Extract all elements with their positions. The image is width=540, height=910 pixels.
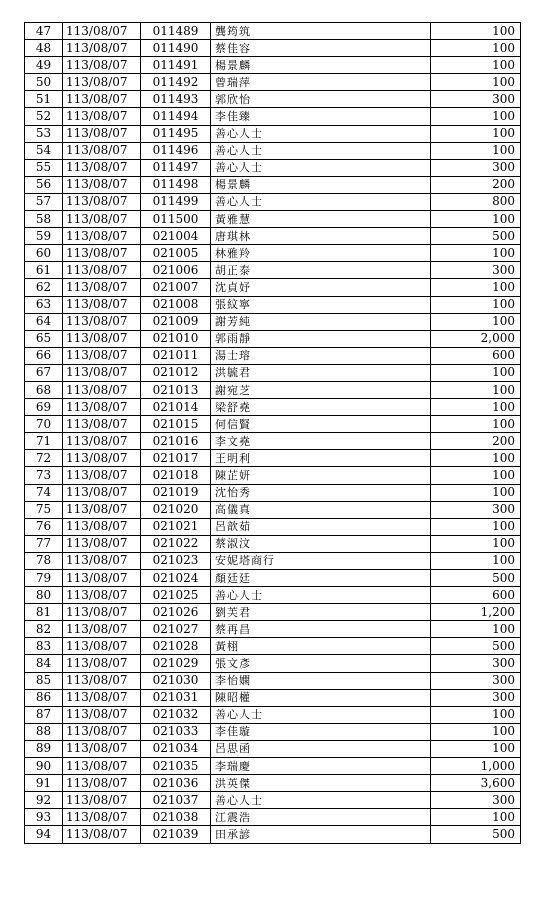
donor-name: 楊景麟 [211,57,431,74]
donation-amount: 100 [431,399,521,416]
donor-name: 呂思函 [211,740,431,757]
table-row [25,570,521,587]
donation-amount: 100 [431,125,521,142]
donor-name: 李佳臻 [211,108,431,125]
row-number: 51 [25,91,63,108]
donation-amount: 300 [431,262,521,279]
receipt-number: 021009 [141,313,211,330]
table-row [25,655,521,672]
donation-date: 113/08/07 [63,211,141,228]
donor-name: 蔡佳容 [211,40,431,57]
donation-amount: 500 [431,228,521,245]
donation-date: 113/08/07 [63,740,141,757]
table-row [25,347,521,364]
row-number: 76 [25,518,63,535]
row-number: 49 [25,57,63,74]
receipt-number: 021010 [141,330,211,347]
row-number: 70 [25,416,63,433]
receipt-number: 011499 [141,193,211,210]
row-number: 64 [25,313,63,330]
row-number: 69 [25,399,63,416]
table-row [25,621,521,638]
receipt-number: 011498 [141,176,211,193]
donor-name: 高儀真 [211,501,431,518]
donation-date: 113/08/07 [63,176,141,193]
row-number: 48 [25,40,63,57]
donation-amount: 100 [431,809,521,826]
row-number: 65 [25,330,63,347]
donor-name: 洪毓君 [211,364,431,381]
donor-name: 蔡淑汶 [211,535,431,552]
receipt-number: 021004 [141,228,211,245]
row-number: 50 [25,74,63,91]
receipt-number: 021039 [141,826,211,843]
donation-date: 113/08/07 [63,57,141,74]
table-row [25,552,521,569]
donor-name: 善心人士 [211,792,431,809]
row-number: 85 [25,672,63,689]
receipt-number: 021028 [141,638,211,655]
donation-date: 113/08/07 [63,108,141,125]
donation-date: 113/08/07 [63,91,141,108]
donation-date: 113/08/07 [63,809,141,826]
receipt-number: 021026 [141,604,211,621]
row-number: 84 [25,655,63,672]
receipt-number: 021024 [141,570,211,587]
donor-name: 曾瑞萍 [211,74,431,91]
donor-name: 胡正泰 [211,262,431,279]
donor-name: 陳昭權 [211,689,431,706]
row-number: 56 [25,176,63,193]
donation-amount: 100 [431,313,521,330]
donation-amount: 100 [431,450,521,467]
donor-name: 劉芙君 [211,604,431,621]
row-number: 57 [25,193,63,210]
receipt-number: 021006 [141,262,211,279]
receipt-number: 011497 [141,159,211,176]
donation-amount: 100 [431,108,521,125]
receipt-number: 011496 [141,142,211,159]
donor-name: 黃雅慧 [211,211,431,228]
receipt-number: 021030 [141,672,211,689]
table-row [25,758,521,775]
table-row [25,245,521,262]
donor-name: 湯士瑢 [211,347,431,364]
receipt-number: 021034 [141,740,211,757]
row-number: 74 [25,484,63,501]
receipt-number: 021023 [141,552,211,569]
donation-date: 113/08/07 [63,775,141,792]
donation-date: 113/08/07 [63,655,141,672]
row-number: 61 [25,262,63,279]
donation-date: 113/08/07 [63,518,141,535]
donation-amount: 300 [431,501,521,518]
table-row [25,176,521,193]
receipt-number: 021031 [141,689,211,706]
receipt-number: 021012 [141,364,211,381]
donation-date: 113/08/07 [63,193,141,210]
table-row [25,193,521,210]
donation-amount: 300 [431,91,521,108]
receipt-number: 021029 [141,655,211,672]
donation-date: 113/08/07 [63,792,141,809]
donation-date: 113/08/07 [63,347,141,364]
row-number: 83 [25,638,63,655]
donation-amount: 100 [431,279,521,296]
receipt-number: 021022 [141,535,211,552]
donation-date: 113/08/07 [63,245,141,262]
donation-amount: 300 [431,689,521,706]
table-row [25,40,521,57]
receipt-number: 011495 [141,125,211,142]
donor-name: 善心人士 [211,159,431,176]
donation-amount: 100 [431,364,521,381]
row-number: 88 [25,723,63,740]
receipt-number: 021008 [141,296,211,313]
table-row [25,826,521,843]
donation-date: 113/08/07 [63,381,141,398]
table-row [25,450,521,467]
row-number: 71 [25,433,63,450]
table-row [25,330,521,347]
row-number: 63 [25,296,63,313]
donor-name: 何信賢 [211,416,431,433]
row-number: 47 [25,23,63,40]
table-row [25,809,521,826]
table-row [25,296,521,313]
donation-date: 113/08/07 [63,74,141,91]
donation-amount: 300 [431,655,521,672]
donation-date: 113/08/07 [63,399,141,416]
table-row [25,467,521,484]
donation-amount: 600 [431,347,521,364]
donor-name: 張文彥 [211,655,431,672]
row-number: 66 [25,347,63,364]
donor-name: 顏廷廷 [211,570,431,587]
donation-amount: 100 [431,467,521,484]
donation-amount: 300 [431,792,521,809]
donation-date: 113/08/07 [63,758,141,775]
table-row [25,399,521,416]
donation-date: 113/08/07 [63,689,141,706]
receipt-number: 021013 [141,381,211,398]
donation-date: 113/08/07 [63,450,141,467]
donor-name: 安妮塔商行 [211,552,431,569]
row-number: 87 [25,706,63,723]
donation-date: 113/08/07 [63,638,141,655]
row-number: 62 [25,279,63,296]
donation-amount: 500 [431,826,521,843]
row-number: 55 [25,159,63,176]
donor-name: 沈貞妤 [211,279,431,296]
donation-amount: 200 [431,176,521,193]
donation-date: 113/08/07 [63,672,141,689]
donor-name: 王明利 [211,450,431,467]
donation-date: 113/08/07 [63,621,141,638]
table-row [25,262,521,279]
donation-amount: 100 [431,296,521,313]
table-row [25,706,521,723]
donor-name: 善心人士 [211,193,431,210]
donation-date: 113/08/07 [63,364,141,381]
donor-name: 梁舒堯 [211,399,431,416]
receipt-number: 021017 [141,450,211,467]
row-number: 52 [25,108,63,125]
receipt-number: 021036 [141,775,211,792]
donation-date: 113/08/07 [63,142,141,159]
receipt-number: 021027 [141,621,211,638]
table-row [25,604,521,621]
donor-name: 李怡嫻 [211,672,431,689]
receipt-number: 011491 [141,57,211,74]
table-row [25,381,521,398]
table-row [25,313,521,330]
donation-date: 113/08/07 [63,416,141,433]
table-row [25,364,521,381]
donation-date: 113/08/07 [63,706,141,723]
row-number: 79 [25,570,63,587]
row-number: 58 [25,211,63,228]
donation-date: 113/08/07 [63,296,141,313]
row-number: 78 [25,552,63,569]
donation-date: 113/08/07 [63,570,141,587]
donation-amount: 100 [431,723,521,740]
donation-amount: 100 [431,706,521,723]
table-row [25,125,521,142]
donation-date: 113/08/07 [63,313,141,330]
donation-date: 113/08/07 [63,125,141,142]
donation-date: 113/08/07 [63,467,141,484]
table-row [25,689,521,706]
donation-amount: 100 [431,535,521,552]
table-row [25,57,521,74]
donation-amount: 200 [431,433,521,450]
table-row [25,228,521,245]
receipt-number: 021016 [141,433,211,450]
donor-name: 黃栩 [211,638,431,655]
table-row [25,518,521,535]
donor-name: 謝芳純 [211,313,431,330]
receipt-number: 011489 [141,23,211,40]
receipt-number: 021037 [141,792,211,809]
row-number: 82 [25,621,63,638]
donation-date: 113/08/07 [63,826,141,843]
row-number: 53 [25,125,63,142]
row-number: 72 [25,450,63,467]
donation-date: 113/08/07 [63,433,141,450]
donation-amount: 100 [431,484,521,501]
donation-amount: 500 [431,638,521,655]
table-row [25,587,521,604]
receipt-number: 021018 [141,467,211,484]
row-number: 77 [25,535,63,552]
table-row [25,211,521,228]
table-row [25,159,521,176]
table-row [25,484,521,501]
donation-date: 113/08/07 [63,279,141,296]
donation-amount: 600 [431,587,521,604]
donor-name: 林雅羚 [211,245,431,262]
donation-amount: 100 [431,211,521,228]
donation-amount: 100 [431,621,521,638]
donation-amount: 100 [431,740,521,757]
donation-amount: 300 [431,159,521,176]
donation-amount: 100 [431,518,521,535]
donation-amount: 1,200 [431,604,521,621]
receipt-number: 021011 [141,347,211,364]
donor-name: 田承諺 [211,826,431,843]
row-number: 93 [25,809,63,826]
donor-name: 謝宛芝 [211,381,431,398]
donor-name: 呂歆茹 [211,518,431,535]
row-number: 80 [25,587,63,604]
donation-amount: 2,000 [431,330,521,347]
donation-amount: 1,000 [431,758,521,775]
table-row [25,740,521,757]
receipt-number: 021015 [141,416,211,433]
donor-name: 蔡再昌 [211,621,431,638]
donation-rows [25,23,521,844]
donor-name: 唐琪林 [211,228,431,245]
donation-date: 113/08/07 [63,262,141,279]
donation-amount: 100 [431,245,521,262]
donor-name: 善心人士 [211,125,431,142]
donation-date: 113/08/07 [63,501,141,518]
row-number: 75 [25,501,63,518]
donation-amount: 100 [431,23,521,40]
donation-date: 113/08/07 [63,228,141,245]
donor-name: 沈怡秀 [211,484,431,501]
donor-name: 楊景麟 [211,176,431,193]
donor-name: 郭欣怡 [211,91,431,108]
donor-name: 陳芷妍 [211,467,431,484]
table-row [25,23,521,40]
row-number: 68 [25,381,63,398]
donor-name: 李佳璇 [211,723,431,740]
receipt-number: 021020 [141,501,211,518]
donation-amount: 100 [431,416,521,433]
table-row [25,535,521,552]
row-number: 86 [25,689,63,706]
donor-name: 李瑞慶 [211,758,431,775]
row-number: 67 [25,364,63,381]
row-number: 59 [25,228,63,245]
table-row [25,792,521,809]
row-number: 60 [25,245,63,262]
table-row [25,638,521,655]
table-row [25,433,521,450]
donation-amount: 300 [431,672,521,689]
donor-name: 郭雨靜 [211,330,431,347]
receipt-number: 021038 [141,809,211,826]
table-row [25,91,521,108]
table-row [25,723,521,740]
donation-date: 113/08/07 [63,40,141,57]
table-row [25,108,521,125]
donation-date: 113/08/07 [63,587,141,604]
donation-date: 113/08/07 [63,484,141,501]
donation-amount: 100 [431,142,521,159]
donor-name: 江震浩 [211,809,431,826]
donor-name: 洪英傑 [211,775,431,792]
receipt-number: 021021 [141,518,211,535]
donor-name: 張紋寧 [211,296,431,313]
row-number: 94 [25,826,63,843]
receipt-number: 011500 [141,211,211,228]
row-number: 90 [25,758,63,775]
receipt-number: 021033 [141,723,211,740]
donation-date: 113/08/07 [63,535,141,552]
donation-table [24,22,521,844]
donor-name: 龔筠筑 [211,23,431,40]
row-number: 73 [25,467,63,484]
table-row [25,416,521,433]
receipt-number: 021035 [141,758,211,775]
donor-name: 李文堯 [211,433,431,450]
receipt-number: 011490 [141,40,211,57]
donation-date: 113/08/07 [63,604,141,621]
donation-amount: 100 [431,57,521,74]
donor-name: 善心人士 [211,142,431,159]
receipt-number: 011493 [141,91,211,108]
row-number: 81 [25,604,63,621]
donation-amount: 3,600 [431,775,521,792]
receipt-number: 021025 [141,587,211,604]
donation-amount: 500 [431,570,521,587]
receipt-number: 021032 [141,706,211,723]
row-number: 54 [25,142,63,159]
table-row [25,672,521,689]
table-row [25,142,521,159]
donation-amount: 800 [431,193,521,210]
donation-date: 113/08/07 [63,723,141,740]
donation-date: 113/08/07 [63,159,141,176]
row-number: 89 [25,740,63,757]
donor-name: 善心人士 [211,706,431,723]
table-row [25,775,521,792]
row-number: 91 [25,775,63,792]
row-number: 92 [25,792,63,809]
receipt-number: 021014 [141,399,211,416]
donation-date: 113/08/07 [63,552,141,569]
receipt-number: 011494 [141,108,211,125]
table-row [25,74,521,91]
table-row [25,501,521,518]
donation-amount: 100 [431,74,521,91]
donation-amount: 100 [431,552,521,569]
donation-date: 113/08/07 [63,330,141,347]
donor-name: 善心人士 [211,587,431,604]
table-row [25,279,521,296]
receipt-number: 021007 [141,279,211,296]
receipt-number: 021019 [141,484,211,501]
donation-amount: 100 [431,381,521,398]
donation-amount: 100 [431,40,521,57]
receipt-number: 011492 [141,74,211,91]
receipt-number: 021005 [141,245,211,262]
donation-date: 113/08/07 [63,23,141,40]
